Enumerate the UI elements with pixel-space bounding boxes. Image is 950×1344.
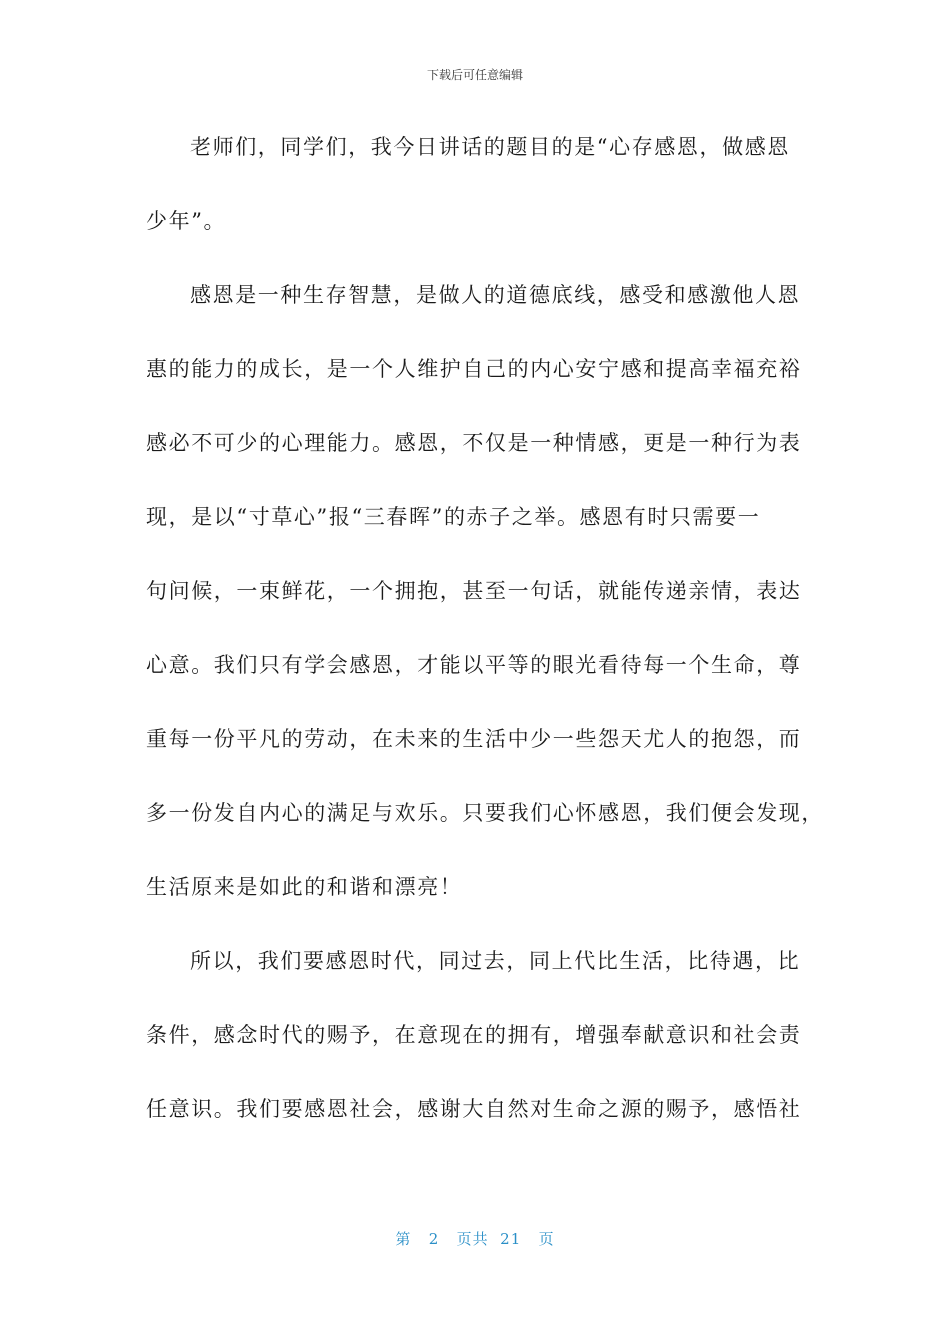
footer-page-total: 21 — [500, 1230, 522, 1248]
paragraph-line: 生活原来是如此的和谐和漂亮！ — [146, 875, 463, 899]
paragraph-line: 现，是以“寸草心”报“三春晖”的赤子之举。感恩有时只需要一 — [146, 505, 761, 529]
page-header: 下载后可任意编辑 — [426, 68, 523, 82]
page-footer — [0, 1228, 950, 1249]
paragraph-line: 重每一份平凡的劳动，在未来的生活中少一些怨天尤人的抱怨，而 — [146, 727, 802, 751]
paragraph-line: 感必不可少的心理能力。感恩，不仅是一种情感，更是一种行为表 — [146, 431, 802, 455]
footer-page-suffix: 页 — [538, 1230, 555, 1248]
document-body — [146, 118, 824, 1154]
paragraph-line: 所以，我们要感恩时代，同过去，同上代比生活，比待遇，比 — [190, 949, 801, 973]
paragraph-line: 少年”。 — [146, 209, 227, 233]
paragraph-line: 心意。我们只有学会感恩，才能以平等的眼光看待每一个生命，尊 — [146, 653, 802, 677]
footer-page-number: 2 — [428, 1230, 440, 1248]
paragraph-line: 感恩是一种生存智慧，是做人的道德底线，感受和感激他人恩 — [190, 283, 801, 307]
footer-page-mid: 页共 — [456, 1230, 489, 1248]
paragraph-line: 条件，感念时代的赐予，在意现在的拥有，增强奉献意识和社会责 — [146, 1023, 802, 1047]
paragraph-line: 任意识。我们要感恩社会，感谢大自然对生命之源的赐予，感悟社 — [146, 1097, 802, 1121]
paragraph-line: 惠的能力的成长，是一个人维护自己的内心安宁感和提高幸福充裕 — [146, 357, 802, 381]
paragraph-line: 老师们，同学们，我今日讲话的题目的是“心存感恩，做感恩 — [190, 135, 790, 159]
paragraph-line: 句问候，一束鲜花，一个拥抱，甚至一句话，就能传递亲情，表达 — [146, 579, 802, 603]
paragraph-line: 多一份发自内心的满足与欢乐。只要我们心怀感恩，我们便会发现， — [146, 801, 824, 825]
footer-page-prefix: 第 — [395, 1230, 412, 1248]
